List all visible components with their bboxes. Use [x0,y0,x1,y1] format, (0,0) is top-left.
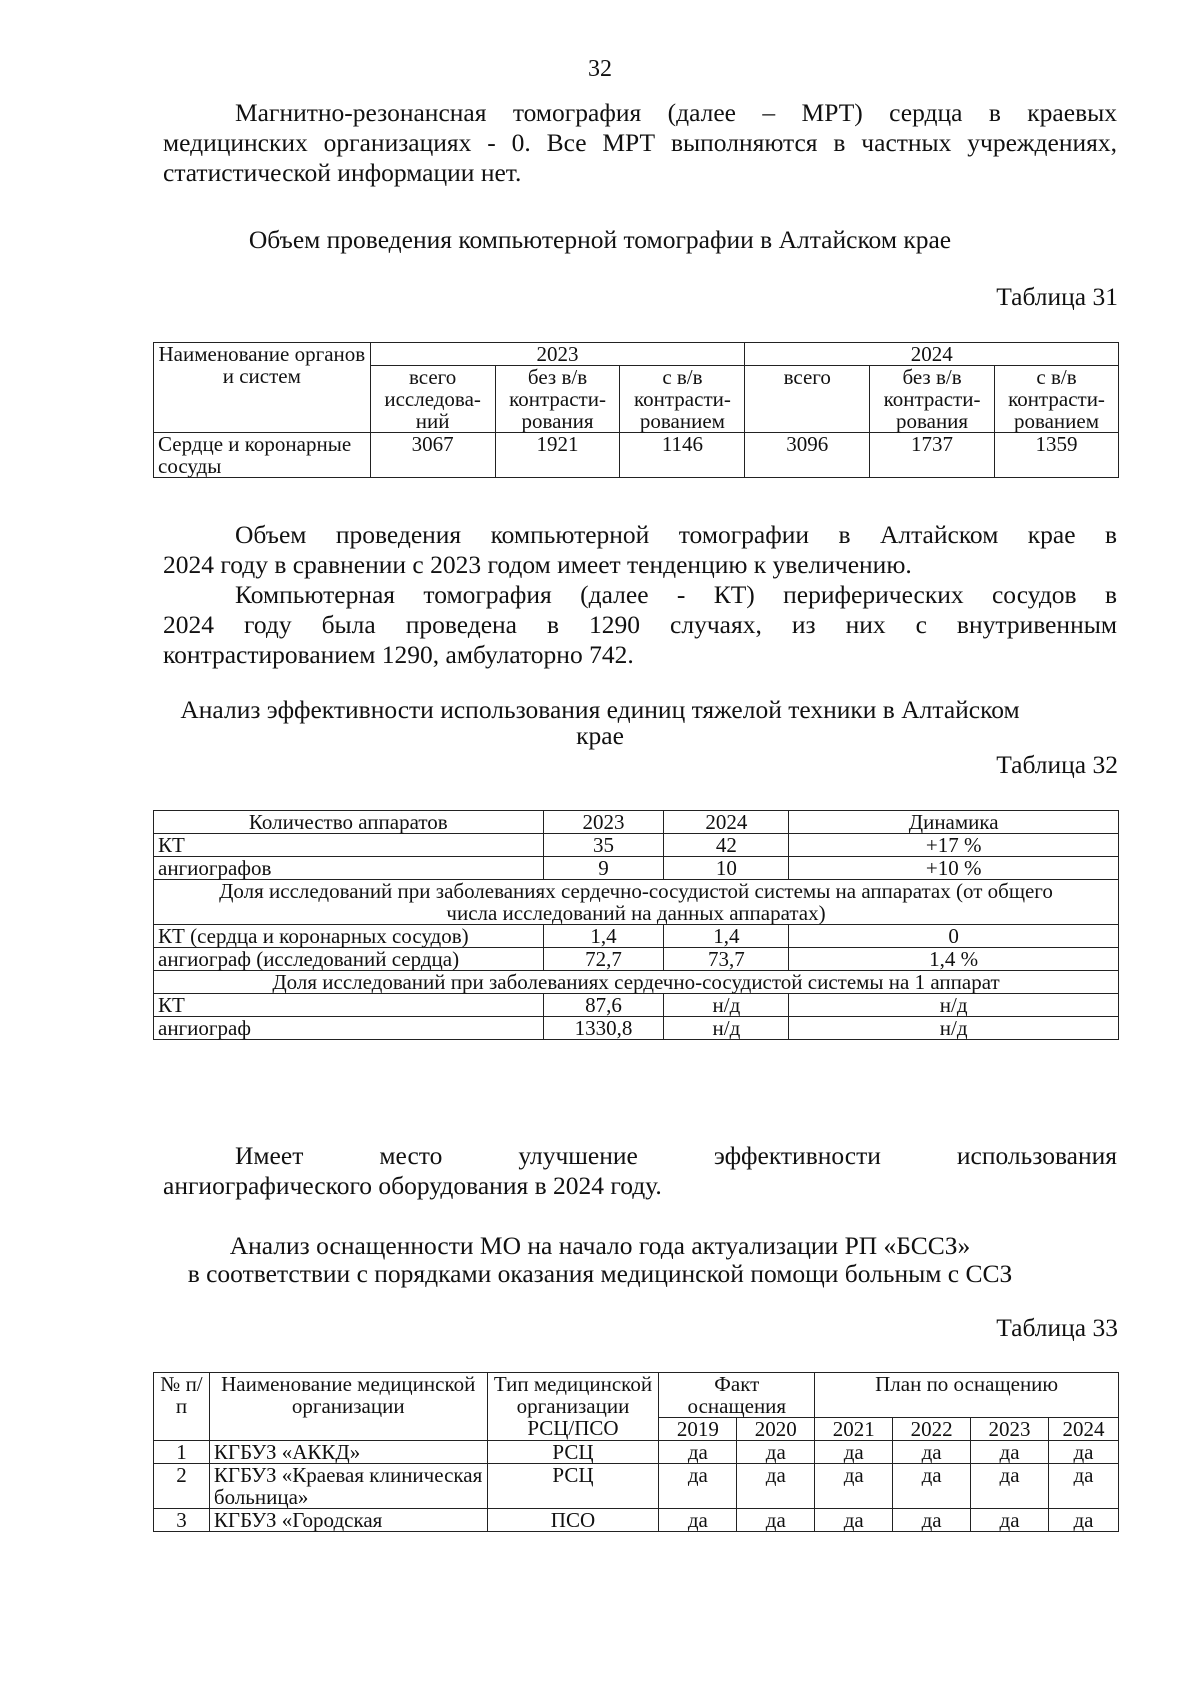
table-32 [153,810,1119,1040]
text-line: медицинских организациях - 0. Все МРТ выполняются в частных учреждениях, [163,128,1117,157]
table-header-cell: 2024 [664,811,789,834]
table-header-row [154,343,1119,366]
table-cell: 35 [543,834,664,857]
table-cell: да [659,1509,737,1532]
table-cell: 87,6 [543,994,664,1017]
table-cell: 10 [664,857,789,880]
table-cell: 72,7 [543,948,664,971]
table-header-cell: без в/в контрасти-рования [495,366,620,433]
table-31 [153,342,1119,478]
table-cell: да [737,1441,815,1464]
table-cell: н/д [664,994,789,1017]
table-cell: 1921 [495,433,620,478]
table-header-cell: Факт оснащения [659,1373,815,1418]
table-cell: да [971,1464,1049,1509]
table-cell: 73,7 [664,948,789,971]
table-cell: 1,4 [543,925,664,948]
text-line: Компьютерная томография (далее - КТ) периферических сосудов в [235,580,1117,609]
table-header-cell: без в/в контрасти-рования [870,366,995,433]
table-header-cell: с в/в контрасти-рованием [620,366,745,433]
text-line: 2024 году в сравнении с 2023 годом имеет тенденцию к увеличению. [163,550,912,579]
table-cell: 3096 [745,433,870,478]
table-cell: да [1049,1441,1119,1464]
table-cell: ангиограф [154,1017,544,1040]
table-cell: КГБУЗ «Городская [209,1509,487,1532]
text-line: контрастированием 1290, амбулаторно 742. [163,640,634,669]
table-header-row [154,811,1119,834]
table-cell: да [971,1509,1049,1532]
table-cell: РСЦ [487,1464,659,1509]
table32-caption-line1: Анализ эффективности использования единиц тяжелой техники в Алтайском [180,695,1020,724]
table-cell: 42 [664,834,789,857]
table32-caption-line2: крае [576,721,624,750]
table-cell: да [659,1464,737,1509]
table-cell: 1359 [995,433,1119,478]
text-line: ангиографического оборудования в 2024 году. [163,1171,662,1200]
table-cell: КГБУЗ «АККД» [209,1441,487,1464]
table-header-cell: Наименование органов и систем [154,343,371,433]
table-cell: ПСО [487,1509,659,1532]
table-header-cell: всего исследова-ний [370,366,495,433]
table-cell: 1146 [620,433,745,478]
table-header-cell: Динамика [789,811,1119,834]
table-row [154,834,1119,857]
table-header-cell: № п/п [154,1373,210,1441]
table-cell: РСЦ [487,1441,659,1464]
table-cell: 9 [543,857,664,880]
table-header-cell: всего [745,366,870,433]
table-row [154,857,1119,880]
text-line: статистической информации нет. [163,158,522,187]
mri-paragraph [163,98,1117,188]
table-cell: +10 % [789,857,1119,880]
table-cell: КГБУЗ «Краевая клиническая больница» [209,1464,487,1509]
table-cell: да [893,1441,971,1464]
table-cell: да [815,1441,893,1464]
page-number: 32 [588,56,612,82]
table33-caption-line2: в соответствии с порядками оказания медицинской помощи больным с ССЗ [187,1259,1013,1288]
table-row [154,1441,1119,1464]
table-section-row [154,971,1119,994]
table-cell: 1,4 [664,925,789,948]
table-header-cell: с в/в контрасти-рованием [995,366,1119,433]
table-cell: да [737,1509,815,1532]
table-cell: да [815,1509,893,1532]
table33-caption-line1: Анализ оснащенности МО на начало года актуализации РП «БССЗ» [229,1231,971,1260]
table-cell: 3067 [370,433,495,478]
table-cell: КТ [154,834,544,857]
table-header-cell: 2023 [543,811,664,834]
table-header-cell: План по оснащению [815,1373,1119,1418]
table-row [154,994,1119,1017]
table-cell: ангиографов [154,857,544,880]
table-cell: 2 [154,1464,210,1509]
table-header-cell: 2019 [659,1418,737,1441]
table-header-cell: 2022 [893,1418,971,1441]
table-33 [153,1372,1119,1532]
table-header-cell: 2020 [737,1418,815,1441]
table-cell: ангиограф (исследований сердца) [154,948,544,971]
table-cell: 3 [154,1509,210,1532]
text-line: Имеет место улучшение эффективности использования [235,1141,1117,1170]
table-section-cell: Доля исследований при заболеваниях сердечно-сосудистой системы на аппаратах (от общего числа исследований на данных аппаратах) [154,880,1119,925]
table-header-cell: 2024 [1049,1418,1119,1441]
table-cell: +17 % [789,834,1119,857]
conclusion-paragraph [163,1141,1117,1201]
table-header-cell: 2024 [745,343,1119,366]
text-line: Магнитно-резонансная томография (далее – МРТ) сердца в краевых [235,98,1117,127]
table31-caption: Объем проведения компьютерной томографии в Алтайском крае [248,225,952,254]
table-cell: КТ [154,994,544,1017]
table-cell: н/д [664,1017,789,1040]
table-cell: Сердце и коронарные сосуды [154,433,371,478]
table-cell: да [1049,1509,1119,1532]
table-header-cell: 2023 [370,343,745,366]
text-line: 2024 году была проведена в 1290 случаях, из них с внутривенным [163,610,1117,639]
table-header-cell: 2021 [815,1418,893,1441]
table-cell: да [893,1464,971,1509]
table-cell: 0 [789,925,1119,948]
table-cell: 1330,8 [543,1017,664,1040]
table-cell: да [971,1441,1049,1464]
table-header-cell: Тип медицинской организации РСЦ/ПСО [487,1373,659,1441]
table-section-row [154,880,1119,925]
text-line: Объем проведения компьютерной томографии в Алтайском крае в [235,520,1117,549]
table33-label: Таблица 33 [996,1313,1118,1342]
table-row [154,1464,1119,1509]
table-cell: н/д [789,1017,1119,1040]
table-row [154,925,1119,948]
table-cell: да [1049,1464,1119,1509]
table-section-cell: Доля исследований при заболеваниях сердечно-сосудистой системы на 1 аппарат [154,971,1119,994]
table-header-cell: Наименование медицинской организации [209,1373,487,1441]
table31-label: Таблица 31 [996,282,1118,311]
table-cell: н/д [789,994,1119,1017]
table-cell: да [815,1464,893,1509]
table-cell: да [659,1441,737,1464]
table-row [154,1509,1119,1532]
table-cell: 1 [154,1441,210,1464]
table32-label: Таблица 32 [996,750,1118,779]
ct-paragraph [163,520,1117,670]
table-cell: да [893,1509,971,1532]
table-cell: да [737,1464,815,1509]
table-header-row [154,1373,1119,1418]
table-row [154,433,1119,478]
table-cell: КТ (сердца и коронарных сосудов) [154,925,544,948]
table-header-cell: Количество аппаратов [154,811,544,834]
table-row [154,948,1119,971]
table-row [154,1017,1119,1040]
table-cell: 1737 [870,433,995,478]
table-cell: 1,4 % [789,948,1119,971]
table-header-cell: 2023 [971,1418,1049,1441]
